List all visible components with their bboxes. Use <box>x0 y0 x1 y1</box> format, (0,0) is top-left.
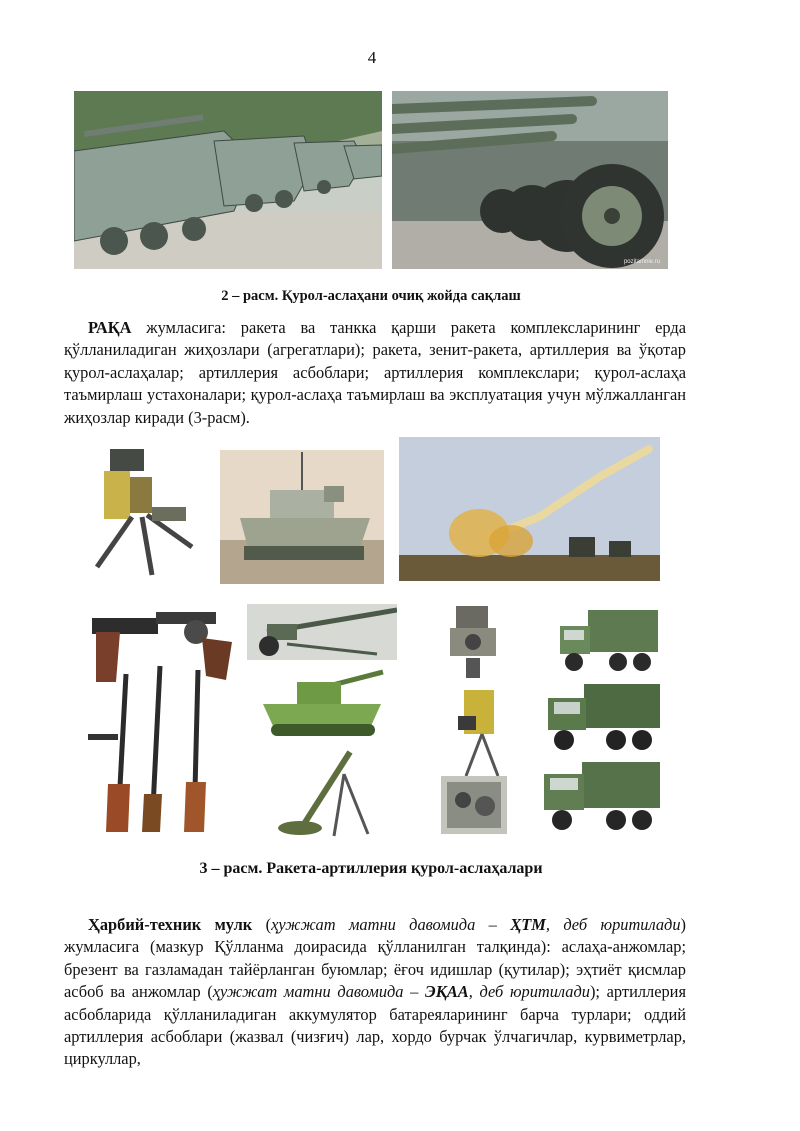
photo-tanks-row <box>74 91 382 269</box>
paragraph-mp-italic-4: , деб юритилади <box>468 982 590 1002</box>
paragraph-mp-italic-1: ҳужжат матни давомида – <box>271 915 511 934</box>
paragraph-raqa <box>64 317 686 429</box>
photo-watermark: pozitamnie.ru <box>623 259 660 265</box>
figure3-caption: 3 – расм. Ракета-артиллерия қурол-аслаҳалари <box>199 860 543 877</box>
photo-optical-instrument <box>452 686 512 778</box>
photo-theodolite <box>442 602 504 680</box>
photo-truck-kamaz <box>540 756 662 834</box>
photo-missile-launch <box>399 437 660 581</box>
photo-truck-ural <box>544 678 662 754</box>
photo-air-defense-vehicle <box>220 450 384 584</box>
photo-truck-workshop <box>558 604 662 676</box>
photo-towed-howitzer <box>247 604 397 660</box>
figure2-caption: 2 – расм. Қурол-аслаҳани очиқ жойда сақлаш <box>221 288 521 304</box>
paragraph-mp-text-2: ) жумласига (мазкур Қўлланма доирасида қўлланилган талқинда): аслаҳа-анжомлар; брезент ва газламадан тайёрланган буюмлар; ёғоч идишлар (қутилар); эҳтиёт қисмлар асбоб ва анжомлар ( <box>64 915 686 1002</box>
photo-atgm-launcher <box>82 437 200 585</box>
photo-mortar <box>264 744 392 840</box>
paragraph-mp-italic-2: , деб юритилади <box>545 915 681 934</box>
paragraph-raqa-text: жумласига: ракета ва танкка қарши ракета комплексларининг ерда қўлланиладиган жиҳозлари (агрегатлари); ракета, зенит-ракета, артиллерия ва ўқотар қурол-аслаҳалар; артиллерия асбоблари; артиллерия комплекслари; қурол-аслаҳа таъмирлаш устахоналари; қурол-аслаҳа таъмирлаш ва эксплуатация учун мўлжалланган жиҳозлар киради (3-расм). <box>64 318 686 427</box>
photo-artillery-wheels <box>392 91 668 269</box>
paragraph-raqa-lead: РАҚА <box>88 318 132 337</box>
paragraph-mp-abbr-eqaa: ЭҚАА <box>425 982 469 1002</box>
photo-instrument-case <box>441 776 507 834</box>
paragraph-mp-text-1: ( <box>252 915 272 934</box>
paragraph-mp-lead: Ҳарбий-техник мулк <box>88 915 253 934</box>
paragraph-mp-text-3: ); артиллерия асбобларида қўлланиладиган аккумулятор батареяларининг барча турлари; оддий артиллерия асбоблари (жазвал (чизғич) лар, хордо бурчак ўлчагичлар, курвиметрлар, циркуллар, <box>64 982 686 1069</box>
photo-self-propelled-gun <box>257 664 389 742</box>
paragraph-military-property <box>64 914 686 1071</box>
page-number: 4 <box>367 48 377 67</box>
paragraph-mp-abbr-htm: ҲТМ <box>510 915 546 934</box>
photo-rifles <box>78 664 224 834</box>
paragraph-mp-italic-3: ҳужжат матни давомида – <box>212 982 426 1002</box>
